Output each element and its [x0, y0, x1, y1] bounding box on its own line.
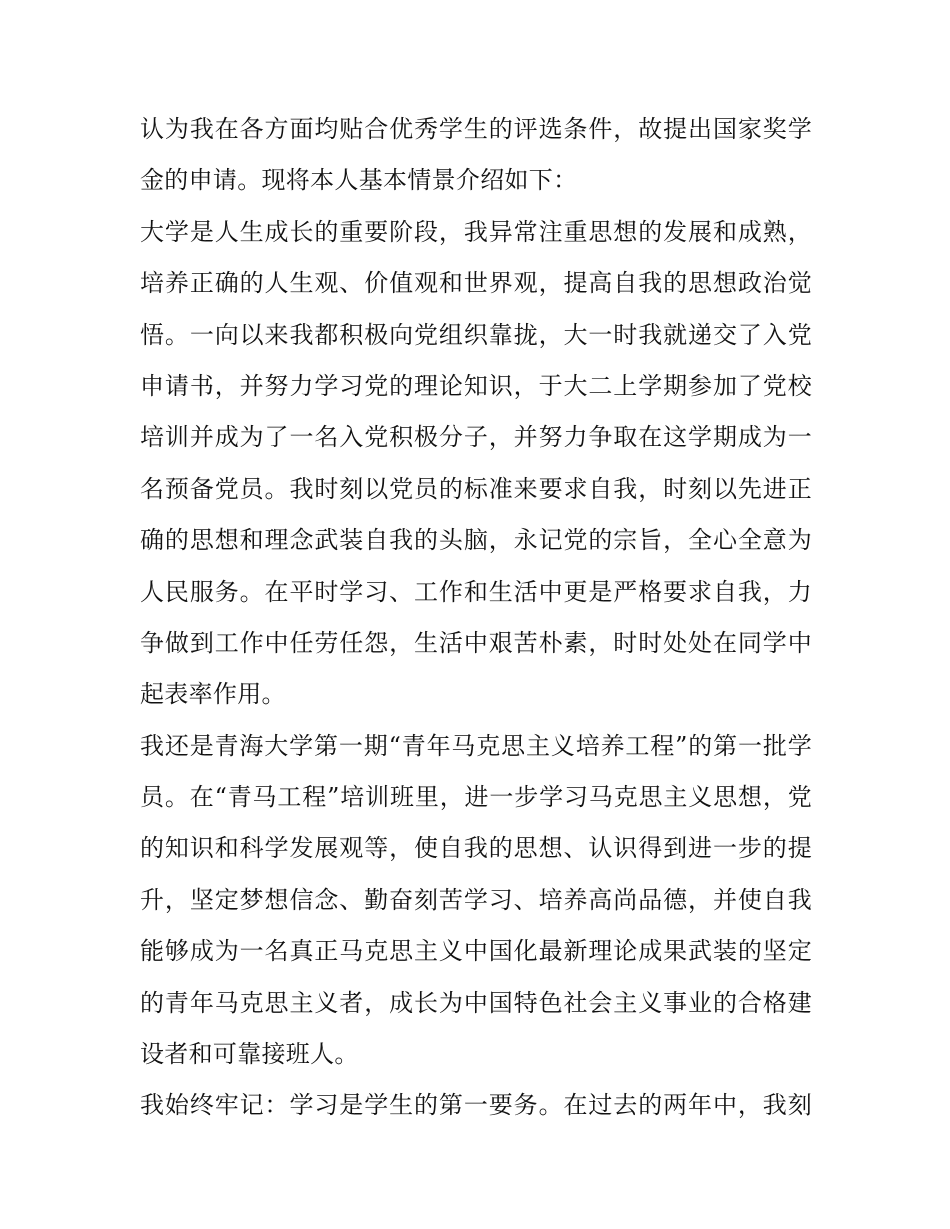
text-line: 员。在“青马工程”培训班里，进一步学习马克思主义思想，党 — [140, 783, 812, 812]
text-line: 我始终牢记：学习是学生的第一要务。在过去的两年中，我刻 — [140, 1091, 812, 1120]
text-line: 升，坚定梦想信念、勤奋刻苦学习、培养高尚品德，并使自我 — [140, 885, 812, 914]
text-line: 大学是人生成长的重要阶段，我异常注重思想的发展和成熟， — [140, 217, 812, 246]
text-line: 设者和可靠接班人。 — [140, 1040, 359, 1069]
text-line: 的知识和科学发展观等，使自我的思想、认识得到进一步的提 — [140, 834, 812, 863]
text-line: 申请书，并努力学习党的理论知识，于大二上学期参加了党校 — [140, 371, 812, 400]
text-line: 培训并成为了一名入党积极分子，并努力争取在这学期成为一 — [140, 423, 812, 452]
text-line: 能够成为一名真正马克思主义中国化最新理论成果武装的坚定 — [140, 937, 812, 966]
text-line: 悟。一向以来我都积极向党组织靠拢，大一时我就递交了入党 — [140, 320, 812, 349]
text-line: 人民服务。在平时学习、工作和生活中更是严格要求自我，力 — [140, 577, 812, 606]
text-line: 认为我在各方面均贴合优秀学生的评选条件，故提出国家奖学 — [140, 115, 812, 143]
text-line: 金的申请。现将本人基本情景介绍如下： — [140, 166, 578, 195]
document-body — [140, 104, 812, 1132]
text-line: 培养正确的人生观、价值观和世界观，提高自我的思想政治觉 — [140, 269, 812, 298]
text-line: 起表率作用。 — [140, 680, 286, 709]
text-line: 我还是青海大学第一期“青年马克思主义培养工程”的第一批学 — [140, 731, 812, 760]
text-line: 名预备党员。我时刻以党员的标准来要求自我，时刻以先进正 — [140, 474, 812, 503]
text-line: 争做到工作中任劳任怨，生活中艰苦朴素，时时处处在同学中 — [140, 628, 812, 657]
text-line: 的青年马克思主义者，成长为中国特色社会主义事业的合格建 — [140, 988, 812, 1017]
text-line: 确的思想和理念武装自我的头脑，永记党的宗旨，全心全意为 — [140, 526, 812, 555]
